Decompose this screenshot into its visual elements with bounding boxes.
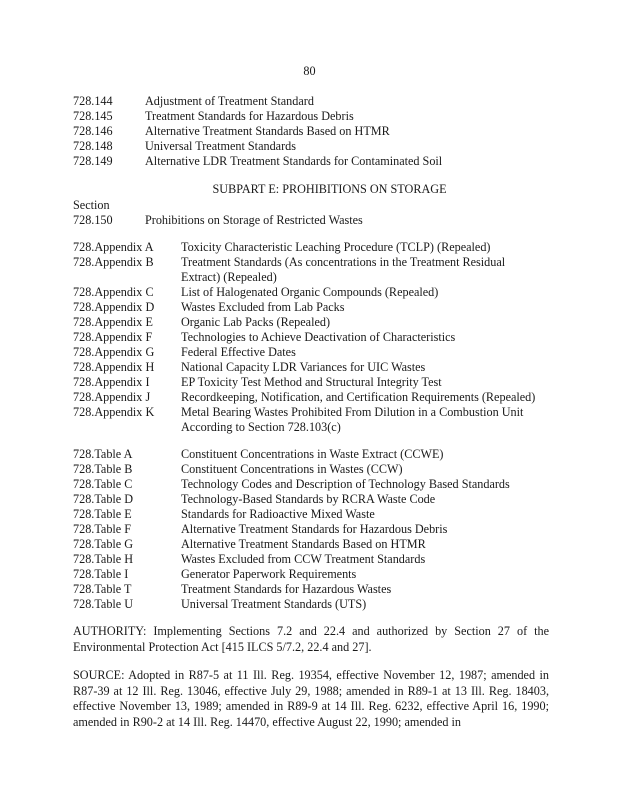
section-title: Universal Treatment Standards (145, 139, 296, 153)
table-number: 728.Table C (73, 477, 133, 491)
table-title: Technology Codes and Description of Technology Based Standards (181, 477, 510, 491)
table-title: Treatment Standards for Hazardous Wastes (181, 582, 392, 596)
table-number: 728.Table B (73, 462, 133, 476)
appendix-title: Federal Effective Dates (181, 345, 296, 359)
table-title: Alternative Treatment Standards for Hazardous Debris (181, 522, 448, 536)
section-number: 728.144 (73, 94, 113, 108)
section-number: 728.150 (73, 213, 113, 227)
table-title: Constituent Concentrations in Waste Extract (CCWE) (181, 447, 444, 461)
table-title: Standards for Radioactive Mixed Waste (181, 507, 375, 521)
section-number: 728.148 (73, 139, 113, 153)
section-title: Alternative Treatment Standards Based on HTMR (145, 124, 390, 138)
page-number: 80 (303, 64, 316, 78)
table-number: 728.Table F (73, 522, 132, 536)
table-number: 728.Table H (73, 552, 134, 566)
section-number: 728.145 (73, 109, 113, 123)
appendix-title: Wastes Excluded from Lab Packs (181, 300, 345, 314)
section-title: Prohibitions on Storage of Restricted Wastes (145, 213, 363, 227)
table-number: 728.Table U (73, 597, 134, 611)
table-title: Alternative Treatment Standards Based on HTMR (181, 537, 426, 551)
appendix-title: National Capacity LDR Variances for UIC Wastes (181, 360, 426, 374)
appendix-number: 728.Appendix H (73, 360, 155, 374)
section-number: 728.146 (73, 124, 113, 138)
appendix-number: 728.Appendix A (73, 240, 154, 254)
appendix-number: 728.Appendix B (73, 255, 154, 269)
table-number: 728.Table E (73, 507, 132, 521)
source-note: SOURCE: Adopted in R87-5 at 11 Ill. Reg. 19354, effective November 12, 1987; amended in R87-39 at 12 Ill. Reg. 13046, effective July 29, 1988; amended in R89-1 at 13 Ill. Reg. 18403, effective November 13, 1989; amended in R89-9 at 14 Ill. Reg. 6232, effective April 16, 1990; amended in R90-2 at 14 Ill. Reg. 14470, effective August 22, 1990; amended in (73, 668, 549, 729)
appendix-number: 728.Appendix J (73, 390, 151, 404)
table-number: 728.Table D (73, 492, 134, 506)
appendix-title-continuation: Extract) (Repealed) (181, 270, 277, 284)
section-title: Alternative LDR Treatment Standards for Contaminated Soil (145, 154, 443, 168)
appendix-number: 728.Appendix D (73, 300, 155, 314)
table-number: 728.Table T (73, 582, 132, 596)
section-column-label: Section (73, 198, 110, 212)
appendix-number: 728.Appendix K (73, 405, 155, 419)
appendix-title: Recordkeeping, Notification, and Certification Requirements (Repealed) (181, 390, 536, 404)
appendix-title: Toxicity Characteristic Leaching Procedure (TCLP) (Repealed) (181, 240, 491, 254)
appendix-number: 728.Appendix F (73, 330, 153, 344)
appendix-title: Technologies to Achieve Deactivation of Characteristics (181, 330, 456, 344)
section-title: Treatment Standards for Hazardous Debris (145, 109, 354, 123)
table-number: 728.Table I (73, 567, 129, 581)
section-number: 728.149 (73, 154, 113, 168)
section-title: Adjustment of Treatment Standard (145, 94, 314, 108)
appendix-title: EP Toxicity Test Method and Structural Integrity Test (181, 375, 442, 389)
table-title: Technology-Based Standards by RCRA Waste Code (181, 492, 436, 506)
appendix-number: 728.Appendix C (73, 285, 154, 299)
authority-note: AUTHORITY: Implementing Sections 7.2 and 22.4 and authorized by Section 27 of the Environmental Protection Act [415 ILCS 5/7.2, 22.4 and 27]. (73, 624, 549, 654)
table-title: Wastes Excluded from CCW Treatment Standards (181, 552, 426, 566)
subpart-heading: SUBPART E: PROHIBITIONS ON STORAGE (212, 182, 447, 196)
table-title: Constituent Concentrations in Wastes (CCW) (181, 462, 403, 476)
appendix-number: 728.Appendix G (73, 345, 155, 359)
appendix-title: Treatment Standards (As concentrations in the Treatment Residual (181, 255, 506, 269)
appendix-title: Organic Lab Packs (Repealed) (181, 315, 331, 329)
table-title: Generator Paperwork Requirements (181, 567, 357, 581)
appendix-title-continuation: According to Section 728.103(c) (181, 420, 341, 434)
appendix-number: 728.Appendix I (73, 375, 150, 389)
appendix-title: List of Halogenated Organic Compounds (Repealed) (181, 285, 439, 299)
table-title: Universal Treatment Standards (UTS) (181, 597, 367, 611)
appendix-number: 728.Appendix E (73, 315, 153, 329)
table-number: 728.Table G (73, 537, 134, 551)
appendix-title: Metal Bearing Wastes Prohibited From Dilution in a Combustion Unit (181, 405, 524, 419)
table-number: 728.Table A (73, 447, 133, 461)
